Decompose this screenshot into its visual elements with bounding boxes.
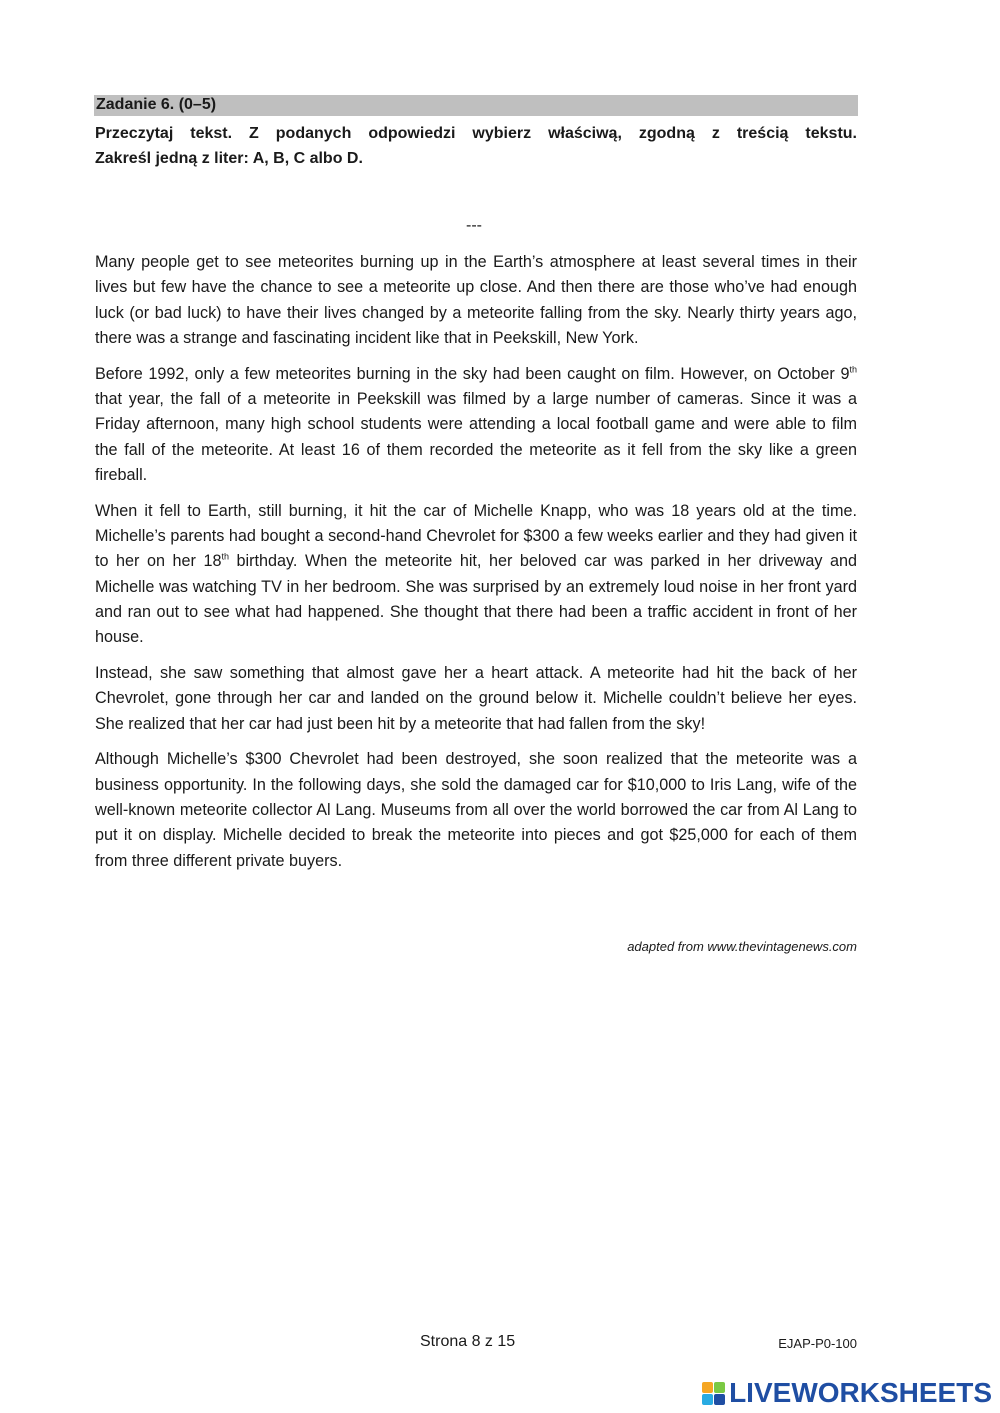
paragraph-2 (95, 362, 857, 488)
task-title: Zadanie 6. (0–5) (96, 96, 217, 113)
document-code: EJAP-P0-100 (778, 1336, 857, 1351)
task-header (94, 95, 858, 116)
ordinal-suffix: th (849, 364, 857, 375)
page-number: Strona 8 z 15 (420, 1333, 516, 1350)
paragraph-5: Although Michelle’s $300 Chevrolet had been destroyed, she soon realized that the meteorite was a business opportunity. In the following days, she sold the damaged car for $10,000 to Iris Lang, wife of the well-known meteorite collector Al Lang. Museums from all over the world borrowed the car from Al Lang to put it on display. Michelle decided to break the meteorite into pieces and got $25,000 for each of them from three different private buyers. (95, 750, 857, 870)
paragraph-3-part-a: When it fell to Earth, still burning, it hit the car of Michelle Knapp, who was 18 years old at the time. Michelle’s parents had bought a second-hand Chevrolet for $300 a few weeks earlier and they had given it to her on her 18 (95, 501, 857, 571)
paragraph-2-part-a: Before 1992, only a few meteorites burning in the sky had been caught on film. However, on October 9 (95, 364, 850, 383)
paragraph-1: Many people get to see meteorites burning up in the Earth’s atmosphere at least several times in their lives but few have the chance to see a meteorite up close. And then there are those who’ve had enough luck (or bad luck) to have their lives changed by a meteorite falling from the sky. Nearly thirty years ago, there was a strange and fascinating incident like that in Peekskill, New York. (95, 253, 857, 347)
logo-square-2 (714, 1382, 725, 1393)
instructions-line-2: Zakreśl jedną z liter: A, B, C albo D. (95, 150, 363, 167)
liveworksheets-logo-icon (702, 1382, 725, 1405)
paragraph-4: Instead, she saw something that almost gave her a heart attack. A meteorite had hit the back of her Chevrolet, gone through her car and landed on the ground below it. Michelle couldn’t believe her eyes. She realized that her car had just been hit by a meteorite that had fallen from the sky! (95, 663, 857, 733)
ordinal-suffix: th (221, 551, 229, 562)
paragraph-3-part-b: birthday. When the meteorite hit, her beloved car was parked in her driveway and Michelle was watching TV in her bedroom. She was surprised by an extremely loud noise in her front yard and ran out to see what had happened. She thought that there had been a traffic accident in front of her house. (95, 552, 858, 647)
source-citation: adapted from www.thevintagenews.com (627, 939, 857, 954)
paragraph-2-part-b: that year, the fall of a meteorite in Peekskill was filmed by a large number of cameras. Since it was a Friday afternoon, many high school students were attending a local football game and were able to film the fall of the meteorite. At least 16 of them recorded the meteorite as it fell from the sky like a green fireball. (95, 389, 857, 484)
reading-text (95, 250, 857, 884)
brand-watermark (702, 1378, 992, 1408)
task-instructions (95, 121, 857, 171)
brand-name: LIVEWORKSHEETS (729, 1377, 992, 1408)
logo-square-4 (714, 1394, 725, 1405)
logo-square-3 (702, 1394, 713, 1405)
instructions-line-1: Przeczytaj tekst. Z podanych odpowiedzi wybierz właściwą, zgodną z treścią tekstu. (95, 125, 857, 142)
paragraph-3 (95, 499, 857, 651)
logo-square-1 (702, 1382, 713, 1393)
section-separator: --- (466, 217, 482, 234)
